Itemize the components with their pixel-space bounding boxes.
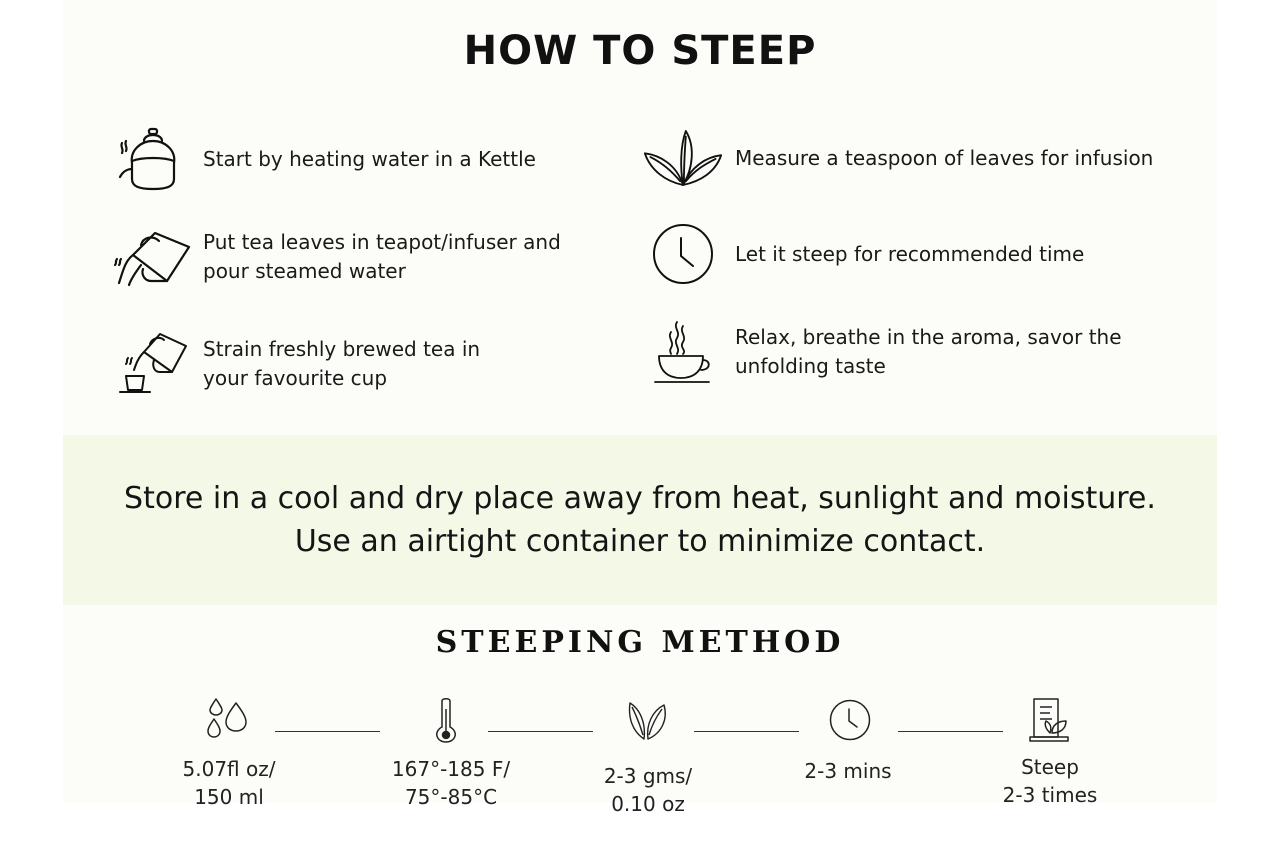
connector-line [898,731,1003,732]
step-text: Measure a teaspoon of leaves for infusion [735,145,1154,170]
water-drops-icon [204,697,248,744]
how-to-steep-section [63,0,1217,435]
step-text [735,323,1135,381]
connector-line [275,731,380,732]
step-relax [643,318,1135,386]
tea-jar-icon [1028,697,1072,748]
storage-instructions [63,477,1217,563]
thermometer-icon [435,697,457,748]
steeping-method-title: STEEPING METHOD [435,625,845,660]
storage-section [63,435,1217,605]
timer-icon [829,699,871,746]
leaf-icon [626,699,668,746]
step-text [203,335,503,393]
tea-leaves-icon [643,125,723,191]
step-heat-water [111,125,536,193]
label-line-1: 5.07fl oz/ [182,757,276,781]
label-line-2: 150 ml [194,785,264,809]
label-line-1: 167°-185 F/ [391,757,511,781]
label-line-2: 75°-85°C [404,785,498,809]
step-text-content: Relax, breathe in the aroma, savor the unfolding taste [735,325,1122,378]
how-to-steep-title: HOW TO STEEP [463,28,817,74]
leaf-quantity-label [563,762,733,818]
strain-into-cup-icon [111,330,191,398]
steep-time-label [763,757,933,785]
label-line-2: 2-3 times [1002,783,1098,807]
temperature-label [366,755,536,811]
connector-line [488,731,593,732]
water-volume-label [144,755,314,811]
steeping-method-section [63,605,1217,816]
storage-line-1: Store in a cool and dry place away from heat, sunlight and moisture. [124,481,1156,516]
step-steep-time [643,222,1084,286]
step-measure-leaves [643,125,1153,191]
connector-line [694,731,799,732]
step-text: Let it steep for recommended time [735,241,1085,266]
clock-icon [643,222,723,286]
step-pour-water [111,225,573,289]
label-line-1: 2-3 gms/ [603,764,693,788]
step-strain-tea [111,330,503,398]
step-text [203,228,573,286]
label-line-1: Steep [1021,755,1079,779]
kettle-icon [111,125,191,193]
step-text-content: Put tea leaves in teapot/infuser and pour steamed water [203,230,561,283]
infusions-label [965,753,1135,809]
label-line-1: 2-3 mins [804,759,892,783]
step-text-content: Strain freshly brewed tea in your favourite cup [203,337,481,390]
pouring-teapot-icon [111,225,191,289]
steaming-cup-icon [643,318,723,386]
step-text: Start by heating water in a Kettle [203,146,536,171]
label-line-2: 0.10 oz [611,792,685,816]
storage-line-2: Use an airtight container to minimize contact. [294,524,986,559]
